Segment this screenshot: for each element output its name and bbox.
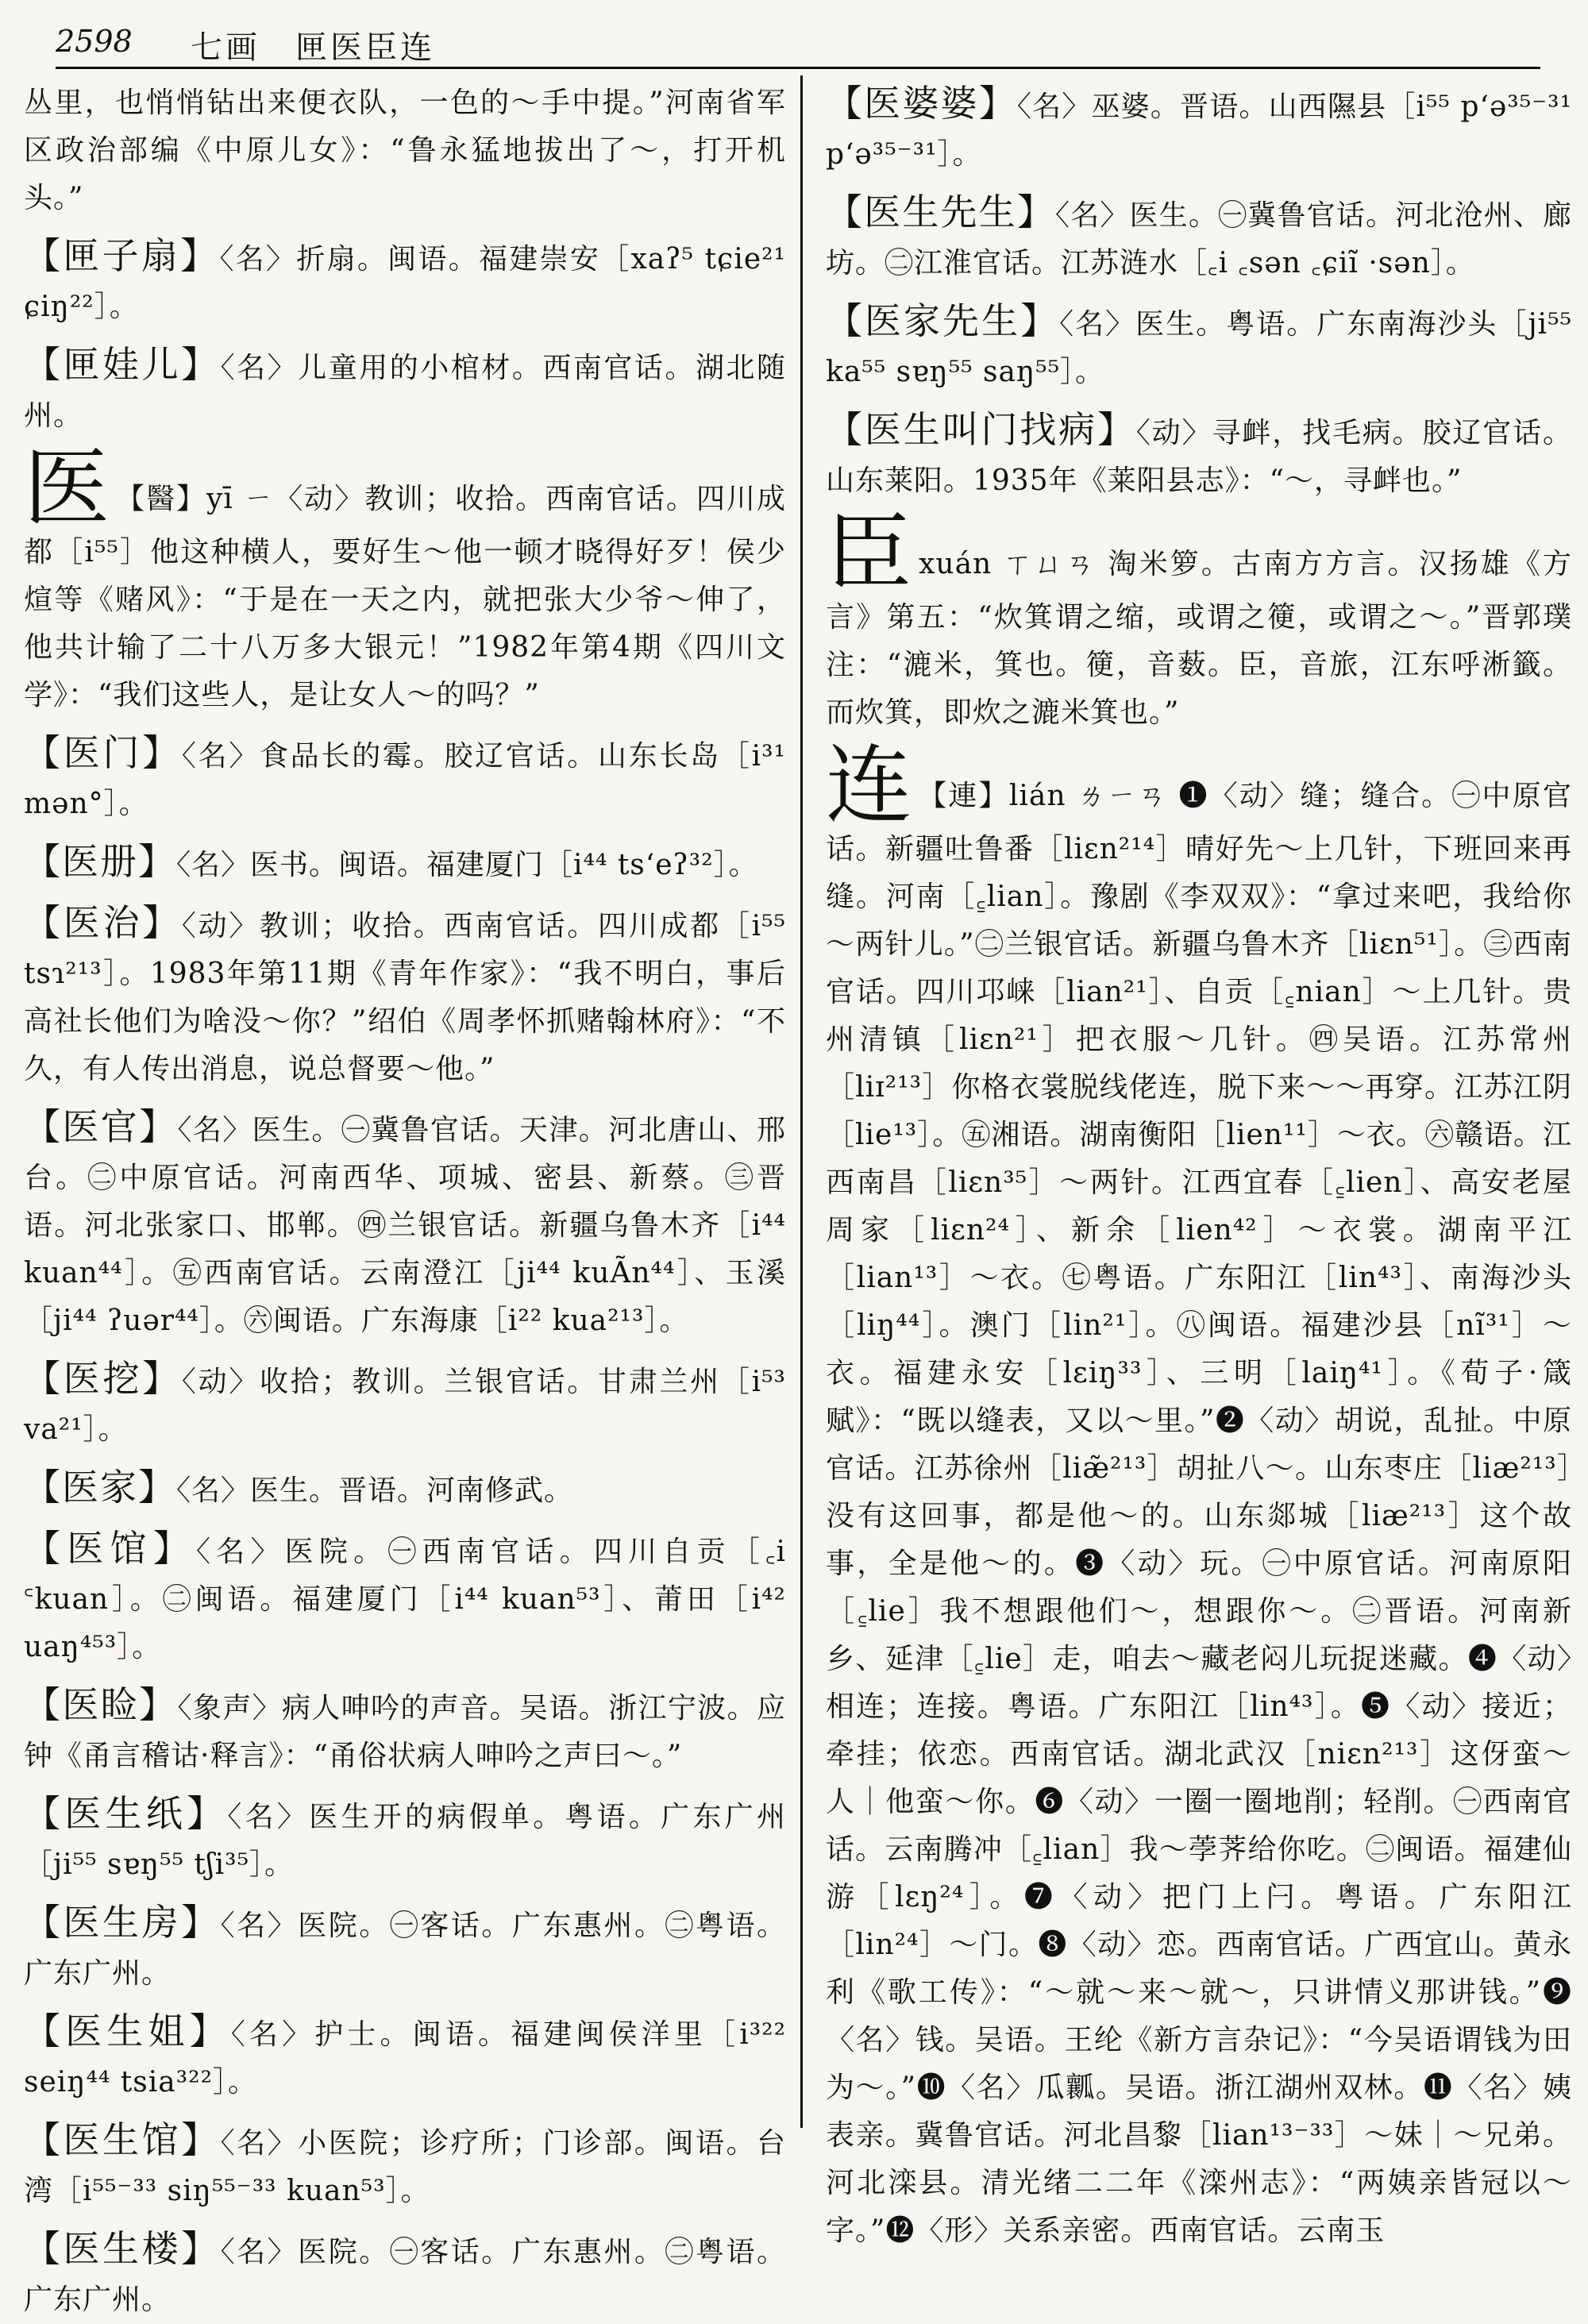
- entry-definition: 〈象声〉病人呻吟的声音。吴语。浙江宁波。应钟《甬言稽诂·释言》：“甬俗状病人呻吟之声曰～。”: [24, 1692, 786, 1772]
- left-column: [24, 79, 787, 2316]
- sub-entry: [24, 1463, 786, 1515]
- entry-definition: 〈名〉护士。闽语。福建闽侯洋里［i³²² seiŋ⁴⁴ tsia³²²］。: [24, 2018, 787, 2099]
- page-number: 2598: [56, 24, 133, 59]
- sub-entry: [826, 297, 1572, 396]
- entry-definition: 【連】lián ㄌㄧㄢ ❶〈动〉缝；缝合。㊀中原官话。新疆吐鲁番［liɛn²¹⁴］晴好先～上几针，下班回来再缝。河南［꜁lian］。豫剧《李双双》：“拿过来吧，我给你～两针儿。”㊁兰银官话。新疆乌鲁木齐［liɛn⁵¹］。㊂西南官话。四川邛崃［lian²¹］、自贡［꜁nian］～上几针。贵州清镇［liɛn²¹］把衣服～几针。㊃吴语。江苏常州［liɪ²¹³］你格衣裳脱线佬连，脱下来～～再穿。江苏江阴［lie¹³］。㊄湘语。湖南衡阳［lien¹¹］～衣。㊅赣语。江西南昌［liɛn³⁵］～两针。江西宜春［꜁lien］、高安老屋周家［liɛn²⁴］、新余［lien⁴²］～衣裳。湖南平江［lian¹³］～衣。㊆粤语。广东阳江［lin⁴³］、南海沙头［liŋ⁴⁴］。澳门［lin²¹］。㊇闽语。福建沙县［nĩ³¹］～衣。福建永安［lɛiŋ³³］、三明［laiŋ⁴¹］。《荀子·箴赋》：“既以缝表，又以～里。”❷〈动〉胡说，乱扯。中原官话。江苏徐州［liæ̃²¹³］胡扯八～。山东枣庄［liæ²¹³］没有这回事，都是他～的。山东郯城［liæ²¹³］这个故事，全是他～的。❸〈动〉玩。㊀中原官话。河南原阳［꜁lie］我不想跟他们～，想跟你～。㊁晋语。河南新乡、延津［꜁lie］走，咱去～藏老闷儿玩捉迷藏。❹〈动〉相连；连接。粤语。广东阳江［lin⁴³］。❺〈动〉接近；牵挂；依恋。西南官话。湖北武汉［niɛn²¹³］这伢蛮～人｜他蛮～你。❻〈动〉一圈一圈地削；轻削。㊀西南官话。云南腾冲［꜁lian］我～荸荠给你吃。㊁闽语。福建仙游［lɛŋ²⁴］。❼〈动〉把门上闩。粤语。广东阳江［lin²⁴］～门。❽〈动〉恋。西南官话。广西宜山。黄永利《歌工传》：“～就～来～就～，只讲情义那讲钱。”❾〈名〉钱。吴语。王纶《新方言杂记》：“今吴语谓钱为田为～。”❿〈名〉瓜瓤。吴语。浙江湖州双林。⓫〈名〉姨表亲。冀鲁官话。河北昌黎［lian¹³⁻³³］～妹｜～兄弟。河北滦县。清光绪二二年《滦州志》：“两姨亲皆冠以～字。”⓬〈形〉关系亲密。西南官话。云南玉: [826, 780, 1572, 2247]
- entry-definition: 〈名〉医院。㊀西南官话。四川自贡［꜀i ꜂kuan］。㊁闽语。福建厦门［i⁴⁴ kuan⁵³］、莆田［i⁴² uaŋ⁴⁵³］。: [24, 1536, 786, 1663]
- entry-headword: 【医治】: [24, 901, 182, 944]
- entry-headword: 【医婆婆】: [826, 82, 1017, 125]
- entry-headword: 【医家先生】: [826, 299, 1060, 342]
- sub-entry: [24, 2007, 786, 2106]
- main-entry: [826, 504, 1572, 737]
- entry-continuation: [24, 79, 786, 222]
- entry-headword: 【医生叫门找病】: [826, 408, 1136, 451]
- entry-headword: 【医生房】: [24, 1901, 221, 1944]
- entry-headword: 【医挖】: [24, 1357, 182, 1400]
- sub-entry: [24, 1898, 786, 1998]
- sub-entry: [826, 406, 1572, 505]
- entry-headword: 【医门】: [24, 731, 182, 774]
- sub-entry: [24, 1355, 786, 1454]
- entry-headword: 臣: [826, 504, 915, 603]
- entry-definition: 〈动〉教训；收拾。西南官话。四川成都［i⁵⁵ tsɿ²¹³］。1983年第11期《青年作家》：“我不明白，事后高社长他们为啥没～你？”绍伯《周孝怀抓赌翰林府》：“不久，有人传出消息，说总督要～他。”: [24, 910, 786, 1085]
- entry-definition: 〈名〉医生。晋语。河南修武。: [176, 1474, 574, 1507]
- entry-definition: 〈名〉医书。闽语。福建厦门［i⁴⁴ ts‘eʔ³²］。: [176, 849, 758, 881]
- entry-definition: 〈名〉折扇。闽语。福建崇安［xaʔ⁵ tɕie²¹ ɕiŋ²²］。: [24, 243, 786, 323]
- entry-definition: 丛里，也悄悄钻出来便衣队，一色的～手中提。”河南省军区政治部编《中原儿女》：“鲁永猛地拔出了～，打开机头。”: [24, 87, 786, 214]
- sub-entry: [24, 1103, 786, 1345]
- entry-headword: 【医睑】: [24, 1683, 178, 1726]
- sub-entry: [24, 729, 786, 828]
- entry-definition: 〈名〉食品长的霉。胶辽官话。山东长岛［i³¹ mən°］。: [24, 740, 786, 820]
- sub-entry: [24, 1790, 786, 1889]
- sub-entry: [24, 341, 786, 440]
- entry-headword: 【医生楼】: [24, 2227, 221, 2270]
- entry-definition: xuán ㄒㄩㄢ 淘米箩。古南方方言。汉扬雄《方言》第五：“炊箕谓之缩，或谓之箯，或谓之～。”晋郭璞注：“漉米，箕也。箯，音薮。臣，音旅，江东呼淅籤。而炊箕，即炊之漉米箕也。”: [826, 548, 1572, 729]
- entry-headword: 【医生馆】: [24, 2118, 221, 2161]
- sub-entry: [24, 1681, 786, 1780]
- entry-headword: 【匣子扇】: [24, 234, 220, 277]
- entry-definition: 〈名〉儿童用的小棺材。西南官话。湖北随州。: [24, 352, 786, 432]
- sub-entry: [826, 188, 1572, 287]
- main-entry: [24, 439, 786, 719]
- entry-definition: 〈名〉医生。粤语。广东南海沙头［ji⁵⁵ ka⁵⁵ sɐŋ⁵⁵ saŋ⁵⁵］。: [826, 308, 1572, 388]
- sub-entry: [24, 1524, 786, 1671]
- entry-headword: 【医生姐】: [24, 2010, 231, 2052]
- entry-headword: 【医家】: [24, 1466, 176, 1509]
- sub-entry: [24, 232, 786, 331]
- entry-definition: 〈名〉小医院；诊疗所；门诊部。闽语。台湾［i⁵⁵⁻³³ siŋ⁵⁵⁻³³ kuan⁵³］。: [24, 2127, 786, 2207]
- entry-definition: 〈名〉医生。㊀冀鲁官话。天津。河北唐山、邢台。㊁中原官话。河南西华、项城、密县、新蔡。㊂晋语。河北张家口、邯郸。㊃兰银官话。新疆乌鲁木齐［i⁴⁴ kuan⁴⁴］。㊄西南官话。云南澄江［ji⁴⁴ kuÃn⁴⁴］、玉溪［ji⁴⁴ ʔuər⁴⁴］。㊅闽语。广东海康［i²² kua²¹³］。: [24, 1114, 786, 1337]
- entry-headword: 连: [826, 736, 914, 835]
- entry-headword: 【医官】: [24, 1105, 178, 1148]
- entry-definition: 〈名〉医生开的病假单。粤语。广东广州［ji⁵⁵ sɐŋ⁵⁵ tʃi³⁵］。: [24, 1801, 786, 1881]
- entry-definition: 〈名〉医院。㊀客话。广东惠州。㊁粤语。广东广州。: [24, 2236, 786, 2316]
- entry-headword: 【医册】: [24, 840, 176, 883]
- entry-headword: 【医生纸】: [24, 1792, 228, 1835]
- entry-headword: 医: [24, 439, 111, 538]
- right-column: [826, 79, 1573, 2247]
- entry-definition: 〈名〉巫婆。晋语。山西隰县［i⁵⁵ p‘ə³⁵⁻³¹ p‘ə³⁵⁻³¹］。: [826, 91, 1573, 171]
- entry-definition: 【醫】yī ㄧ〈动〉教训；收拾。西南官话。四川成都［i⁵⁵］他这种横人，要好生～他一顿才晓得好歹！侯少煊等《赌风》：“于是在一天之内，就把张大少爷～伸了，他共计输了二十八万多大银元！”1982年第4期《四川文学》：“我们这些人，是让女人～的吗？”: [24, 483, 786, 711]
- entry-definition: 〈动〉收拾；教训。兰银官话。甘肃兰州［i⁵³ va²¹］。: [24, 1366, 786, 1446]
- column-divider: [800, 75, 803, 2128]
- entry-headword: 【医馆】: [24, 1527, 196, 1570]
- entry-definition: 〈动〉寻衅，找毛病。胶辽官话。山东莱阳。1935年《莱阳县志》：“～，寻衅也。”: [826, 417, 1572, 497]
- main-entry: [826, 736, 1572, 2255]
- sub-entry: [24, 2116, 786, 2215]
- entry-headword: 【匣娃儿】: [24, 343, 221, 386]
- sub-entry: [24, 838, 786, 889]
- sub-entry: [826, 79, 1572, 179]
- sub-entry: [24, 2225, 786, 2324]
- entry-definition: 〈名〉医院。㊀客话。广东惠州。㊁粤语。广东广州。: [24, 1910, 786, 1990]
- sub-entry: [24, 899, 786, 1093]
- entry-headword: 【医生先生】: [826, 191, 1056, 233]
- entry-definition: 〈名〉医生。㊀冀鲁官话。河北沧州、廊坊。㊁江淮官话。江苏涟水［꜀i ꜀sən ꜀ɕiĩ ·sən］。: [826, 199, 1572, 279]
- page-header: [56, 17, 1540, 69]
- running-title: 七画 匣医臣连: [191, 29, 435, 66]
